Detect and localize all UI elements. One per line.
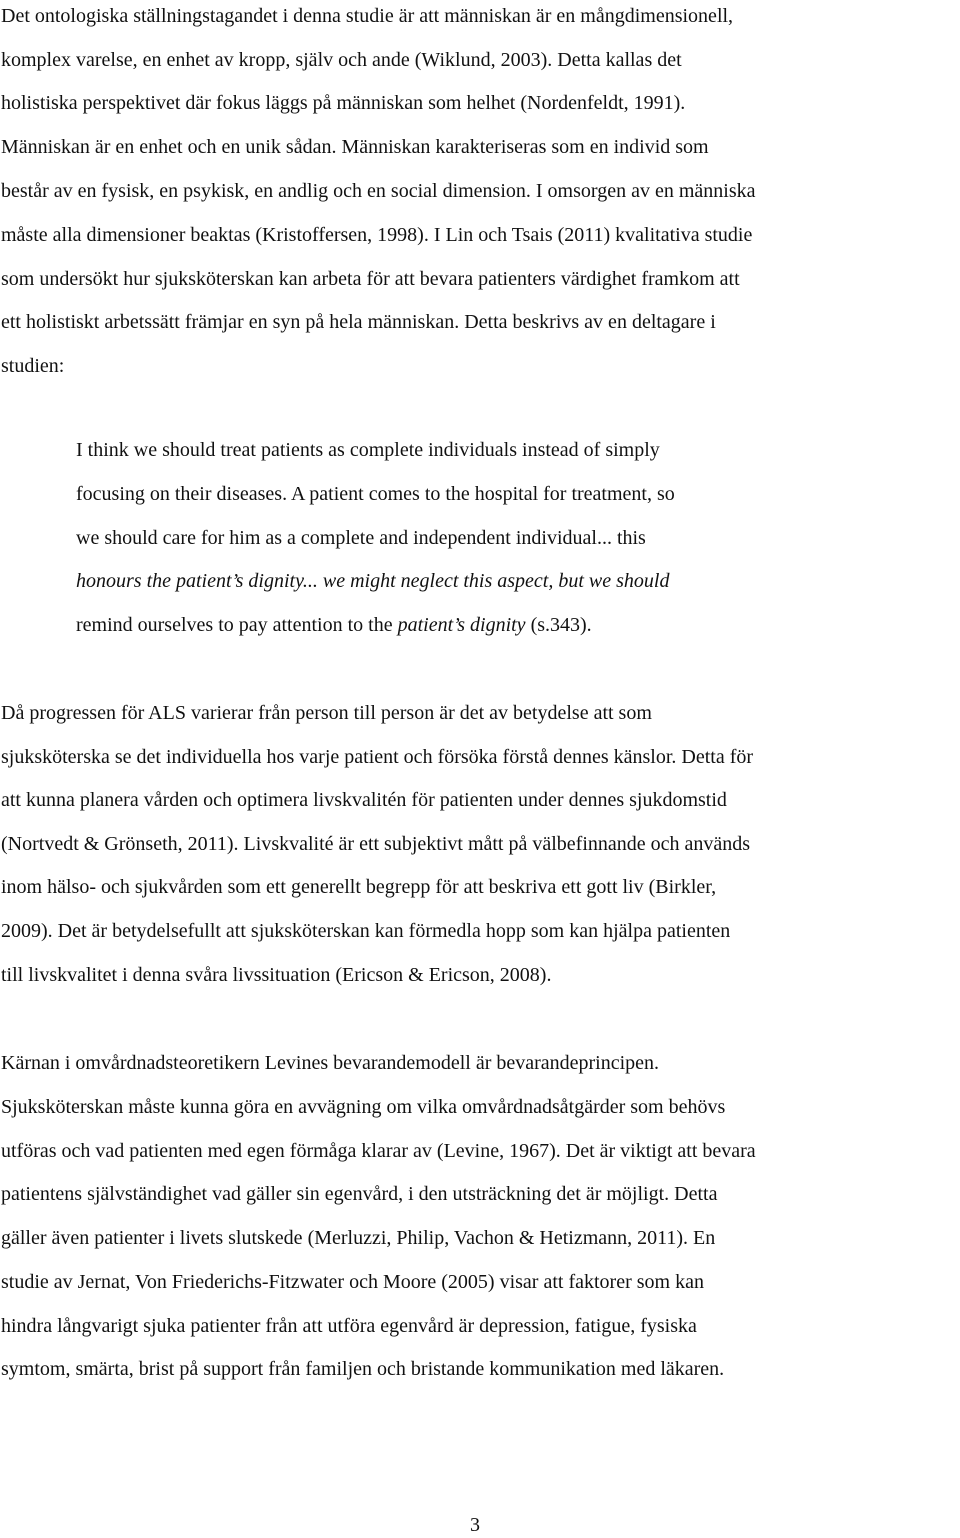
text-line: som undersökt hur sjuksköterskan kan arbeta för att bevara patienters värdighet framkom att — [1, 268, 740, 290]
text-line: utföras och vad patienten med egen förmåga klarar av (Levine, 1967). Det är viktigt att bevara — [1, 1140, 756, 1162]
quote-line-italic: honours the patient’s dignity... we might neglect this aspect, but we should — [76, 570, 670, 592]
quote-line: we should care for him as a complete and independent individual... this — [76, 527, 646, 549]
text-line: sjuksköterska se det individuella hos varje patient och försöka förstå dennes känslor. Detta för — [1, 746, 754, 768]
text-line: till livskvalitet i denna svåra livssituation (Ericson & Ericson, 2008). — [1, 964, 552, 986]
text-line: 2009). Det är betydelsefullt att sjuksköterskan kan förmedla hopp som kan hjälpa patienten — [1, 920, 731, 942]
text-line: Människan är en enhet och en unik sådan. Människan karakteriseras som en individ som — [1, 136, 709, 158]
text-line: patientens självständighet vad gäller sin egenvård, i den utsträckning det är möjligt. Detta — [1, 1183, 718, 1205]
quote-emphasis: patient’s dignity — [397, 614, 526, 636]
text-line: holistiska perspektivet där fokus läggs på människan som helhet (Nordenfeldt, 1991). — [1, 92, 686, 114]
text-line: att kunna planera vården och optimera livskvalitén för patienten under dennes sjukdomstid — [1, 789, 727, 811]
quote-text: remind ourselves to pay attention to the — [76, 614, 398, 636]
text-line: måste alla dimensioner beaktas (Kristoffersen, 1998). I Lin och Tsais (2011) kvalitativa studie — [1, 224, 753, 246]
quote-line: focusing on their diseases. A patient comes to the hospital for treatment, so — [76, 483, 675, 505]
text-line: Sjuksköterskan måste kunna göra en avvägning om vilka omvårdnadsåtgärder som behövs — [1, 1096, 726, 1118]
quote-line — [76, 612, 592, 638]
text-line: symtom, smärta, brist på support från familjen och bristande kommunikation med läkaren. — [1, 1358, 725, 1380]
text-line: studie av Jernat, Von Friederichs-Fitzwater och Moore (2005) visar att faktorer som kan — [1, 1271, 704, 1293]
quote-citation: (s.343). — [525, 614, 592, 636]
text-line: Det ontologiska ställningstagandet i denna studie är att människan är en mångdimensionell, — [1, 5, 734, 27]
quote-line: I think we should treat patients as complete individuals instead of simply — [76, 439, 660, 461]
text-line: Då progressen för ALS varierar från person till person är det av betydelse att som — [1, 702, 652, 724]
text-line: komplex varelse, en enhet av kropp, själv och ande (Wiklund, 2003). Detta kallas det — [1, 49, 682, 71]
page-number: 3 — [470, 1514, 480, 1536]
text-line: studien: — [1, 355, 65, 377]
text-line: består av en fysisk, en psykisk, en andlig och en social dimension. I omsorgen av en människa — [1, 180, 756, 202]
text-line: inom hälso- och sjukvården som ett generellt begrepp för att beskriva ett gott liv (Birkler, — [1, 876, 717, 898]
text-line: hindra långvarigt sjuka patienter från att utföra egenvård är depression, fatigue, fysiska — [1, 1315, 697, 1337]
text-line: Kärnan i omvårdnadsteoretikern Levines bevarandemodell är bevarandeprincipen. — [1, 1052, 660, 1074]
text-line: (Nortvedt & Grönseth, 2011). Livskvalité är ett subjektivt mått på välbefinnande och används — [1, 833, 751, 855]
text-line: ett holistiskt arbetssätt främjar en syn på hela människan. Detta beskrivs av en deltagare i — [1, 311, 716, 333]
text-line: gäller även patienter i livets slutskede (Merluzzi, Philip, Vachon & Hetizmann, 2011). En — [1, 1227, 716, 1249]
